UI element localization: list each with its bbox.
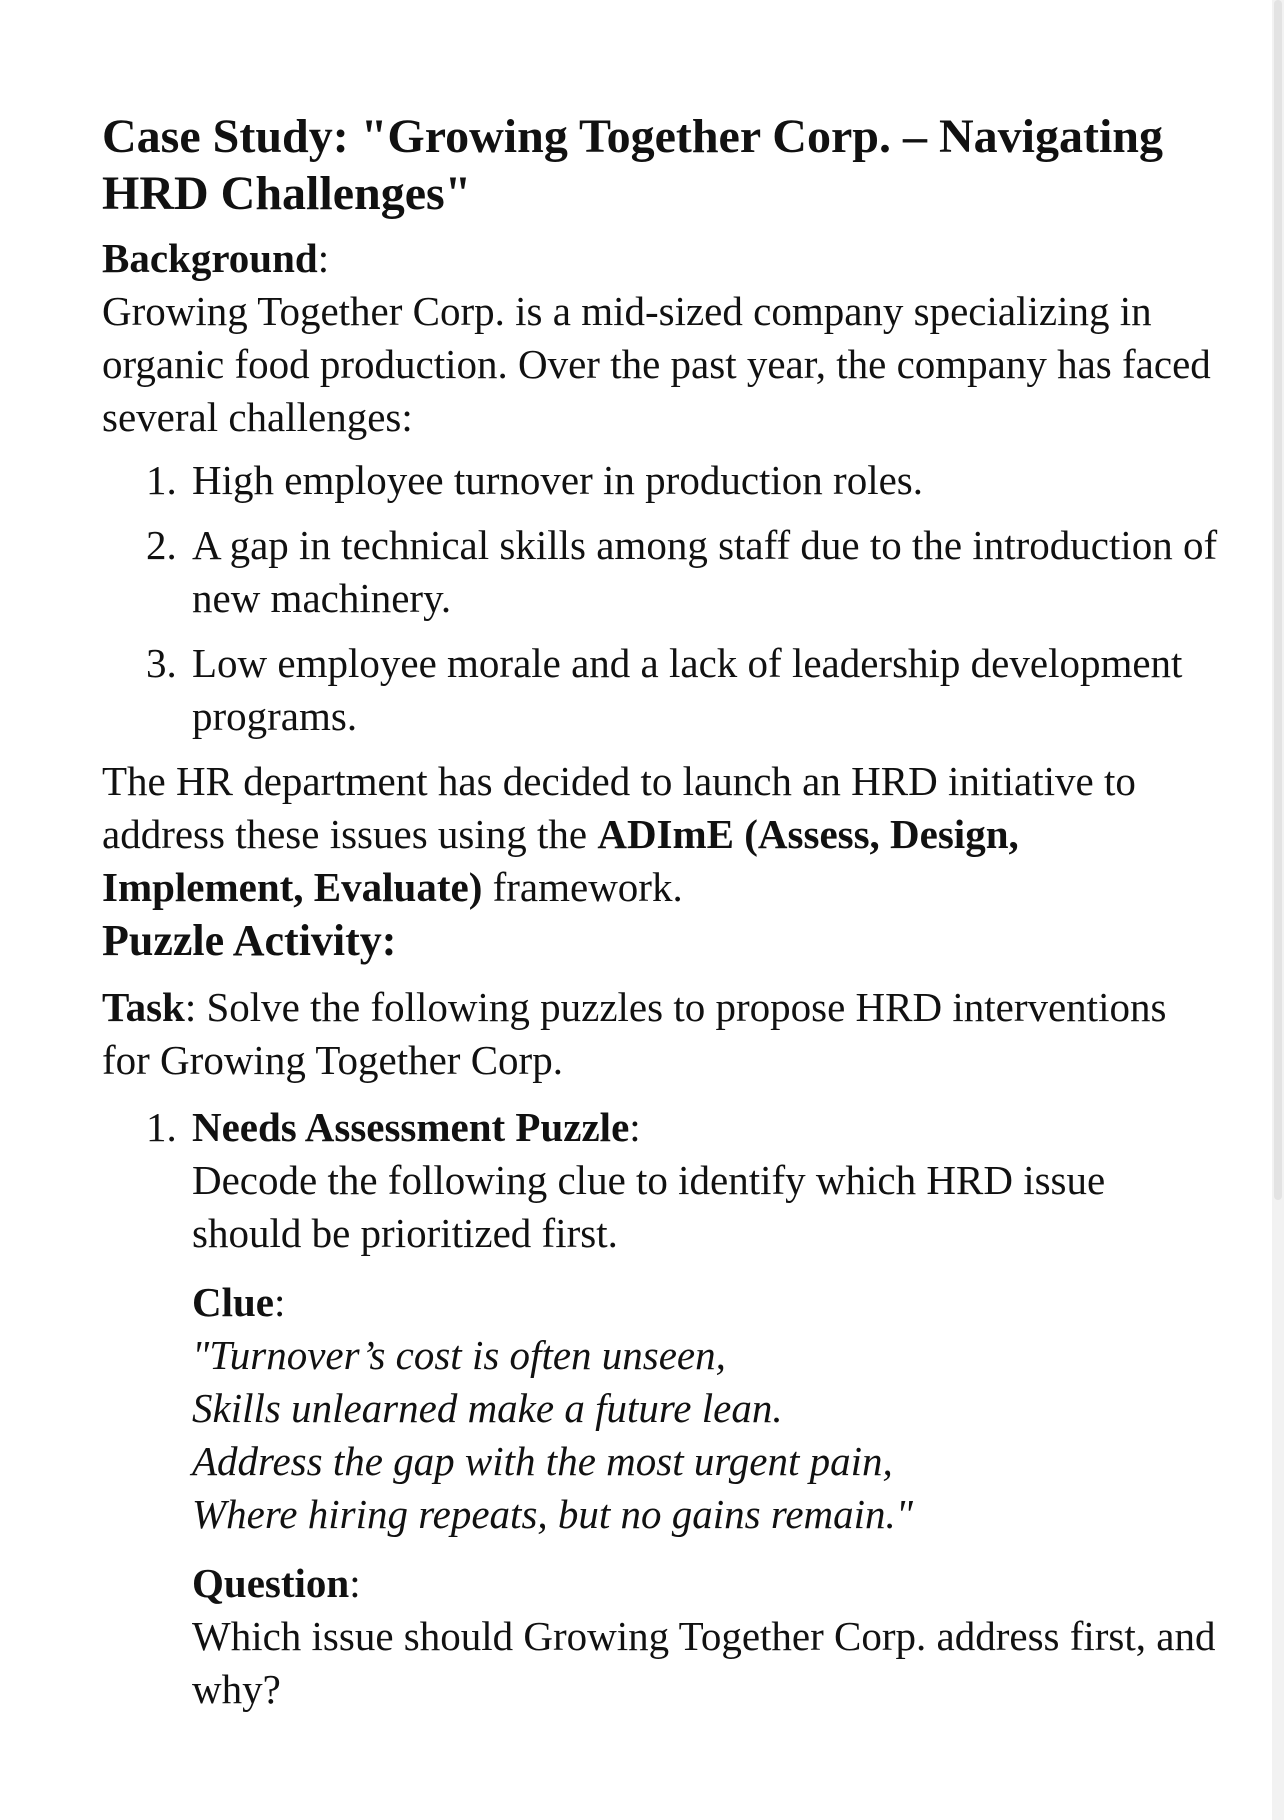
- puzzle-list: [102, 1101, 1222, 1716]
- task-label: Task: [102, 984, 185, 1030]
- puzzle-heading: Puzzle Activity:: [102, 916, 397, 965]
- list-item: [102, 637, 1222, 743]
- clue-colon: :: [274, 1279, 286, 1325]
- background-label: Background: [102, 235, 318, 281]
- scrollbar-thumb[interactable]: [1274, 0, 1282, 1200]
- page-title: Case Study: "Growing Together Corp. – Navigating HRD Challenges": [102, 110, 1163, 220]
- task-text: : Solve the following puzzles to propose HRD interventions for Growing Together Corp.: [102, 984, 1167, 1083]
- list-item: [102, 519, 1222, 625]
- hr-initiative-paragraph: [102, 755, 1222, 914]
- puzzle-item-description: Decode the following clue to identify which HRD issue should be prioritized first.: [192, 1157, 1106, 1256]
- background-colon: :: [317, 235, 330, 281]
- puzzle-item: [102, 1101, 1222, 1716]
- puzzle-item-number: 1.: [146, 1104, 177, 1150]
- hr-text-suffix: framework.: [482, 864, 683, 910]
- clue-line: "Turnover’s cost is often unseen,: [192, 1332, 726, 1378]
- list-item-number: 3.: [146, 640, 177, 686]
- list-item-text: High employee turnover in production roles.: [192, 457, 923, 503]
- question-text: Which issue should Growing Together Corp. address first, and why?: [192, 1613, 1216, 1712]
- list-item: [102, 454, 1222, 507]
- clue-label: Clue: [192, 1279, 274, 1325]
- scrollbar[interactable]: [1272, 0, 1284, 1820]
- clue-heading: [192, 1276, 1222, 1329]
- question-colon: :: [349, 1560, 361, 1606]
- clue-line: Skills unlearned make a future lean.: [192, 1385, 783, 1431]
- clue-poem: [192, 1329, 1222, 1541]
- hr-text-prefix: The HR department has decided to launch an HRD initiative to address these issues using the: [102, 758, 1136, 857]
- list-item-number: 2.: [146, 522, 177, 568]
- challenges-list: [102, 454, 1222, 743]
- list-item-number: 1.: [146, 457, 177, 503]
- list-item-text: Low employee morale and a lack of leadership development programs.: [192, 640, 1183, 739]
- background-heading: [102, 232, 1222, 285]
- document-body: [102, 108, 1222, 1716]
- puzzle-item-title-line: [192, 1101, 1222, 1154]
- task-paragraph: [102, 981, 1222, 1087]
- puzzle-item-colon: :: [629, 1104, 641, 1150]
- list-item-text: A gap in technical skills among staff due to the introduction of new machinery.: [192, 522, 1218, 621]
- puzzle-item-title: Needs Assessment Puzzle: [192, 1104, 630, 1150]
- clue-line: Where hiring repeats, but no gains remain.": [192, 1491, 913, 1537]
- clue-line: Address the gap with the most urgent pain,: [192, 1438, 893, 1484]
- framework-name: ADImE (Assess, Design, Implement, Evaluate): [102, 811, 1019, 910]
- background-paragraph: Growing Together Corp. is a mid-sized company specializing in organic food production. Over the past year, the company has faced several challenges:: [102, 288, 1211, 440]
- question-label: Question: [192, 1560, 350, 1606]
- question-heading: [192, 1557, 1222, 1610]
